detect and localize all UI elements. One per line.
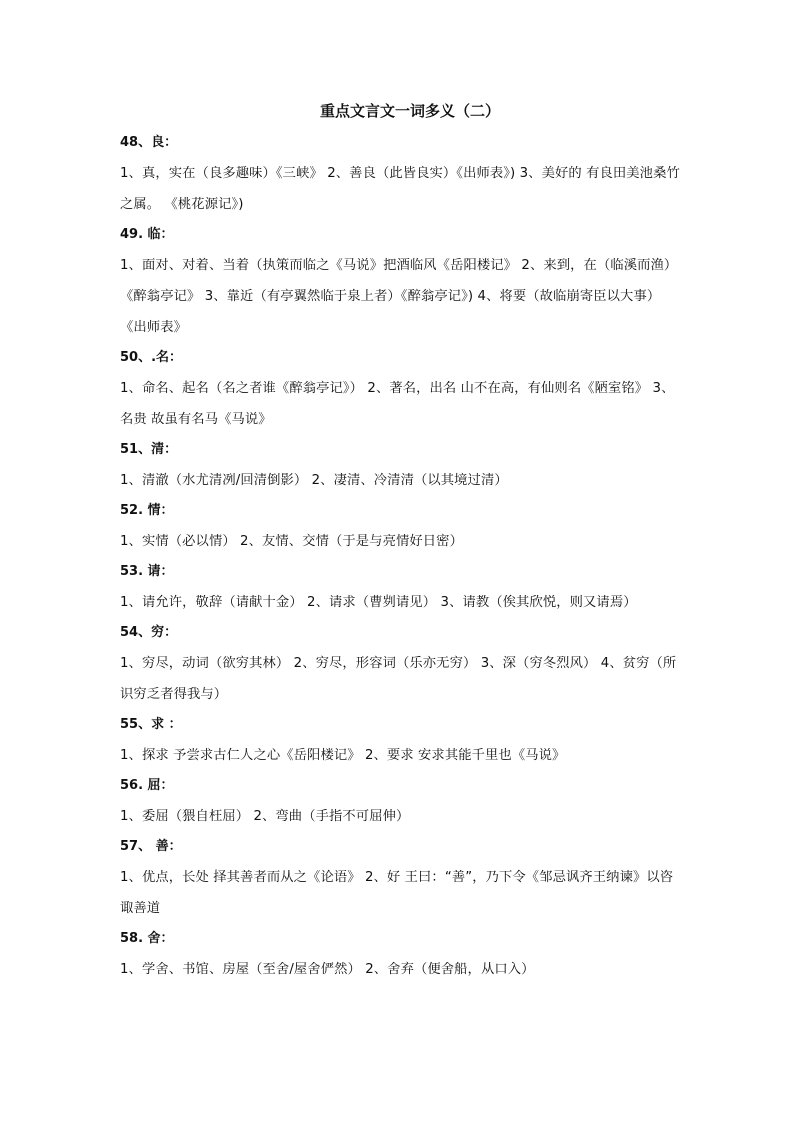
entry-definitions: 1、委屈（猥自枉屈） 2、弯曲（手指不可屈伸）	[120, 809, 410, 824]
document-title: 重点文言文一词多义（二）	[319, 102, 500, 120]
entry-definitions: 1、穷尽，动词（欲穷其林） 2、穷尽，形容词（乐亦无穷） 3、深（穷冬烈风） 4、贫穷（所识穷乏者得我与）	[120, 656, 677, 702]
entry	[120, 133, 680, 220]
entry-definitions: 1、实情（必以情） 2、友情、交情（于是与亮情好日密）	[120, 534, 463, 549]
entry-heading: 48、良：	[120, 135, 178, 150]
entry	[120, 440, 680, 496]
entry-definitions: 1、真，实在（良多趣味）《三峡》 2、善良（此皆良实）《出师表》) 3、美好的 有良田美池桑竹之属。 《桃花源记》)	[120, 166, 680, 212]
entry-definitions: 1、优点，长处 择其善者而从之《论语》 2、好 王曰：“善”，乃下令《邹忌讽齐王纳谏》以咨诹善道	[120, 870, 674, 916]
entry	[120, 776, 680, 832]
entry-heading: 54、穷：	[120, 625, 178, 640]
entry-heading: 51、清：	[120, 442, 178, 457]
entry-definitions: 1、探求 予尝求古仁人之心《岳阳楼记》 2、要求 安求其能千里也《马说》	[120, 748, 566, 763]
entry	[120, 348, 680, 435]
entry	[120, 929, 680, 985]
entry-definitions: 1、清澈（水尤清冽/回清倒影） 2、凄清、冷清清（以其境过清）	[120, 473, 508, 488]
entry-definitions: 1、命名、起名（名之者谁《醉翁亭记》） 2、著名，出名 山不在高，有仙则名《陋室铭》 3、名贵 故虽有名马《马说》	[120, 381, 675, 427]
entry-heading: 50、.名：	[120, 350, 183, 365]
entry-heading: 49. 临：	[120, 227, 174, 242]
entry-heading: 57、 善：	[120, 839, 182, 854]
entry	[120, 225, 680, 343]
entry	[120, 715, 680, 771]
entry-definitions: 1、请允许，敬辞（请献十金） 2、请求（曹刿请见） 3、请教（俟其欣悦，则又请焉）	[120, 595, 637, 610]
entry-heading: 58. 舍：	[120, 931, 174, 946]
entry-heading: 55、求 ：	[120, 717, 182, 732]
entry-definitions: 1、学舍、书馆、房屋（至舍/屋舍俨然） 2、舍弃（便舍船，从口入）	[120, 962, 535, 977]
entry	[120, 562, 680, 618]
document-page	[120, 101, 680, 990]
entry	[120, 837, 680, 924]
entry-definitions: 1、面对、对着、当着（执策而临之《马说》把酒临风《岳阳楼记》 2、来到，在（临溪而渔）《醉翁亭记》 3、靠近（有亭翼然临于泉上者）《醉翁亭记》) 4、将要（故临崩寄臣以大事）《出师表》	[120, 258, 678, 335]
entry-heading: 52. 情：	[120, 503, 174, 518]
entry	[120, 623, 680, 710]
entry-heading: 56. 屈：	[120, 778, 174, 793]
entry	[120, 501, 680, 557]
entry-heading: 53. 请：	[120, 564, 174, 579]
